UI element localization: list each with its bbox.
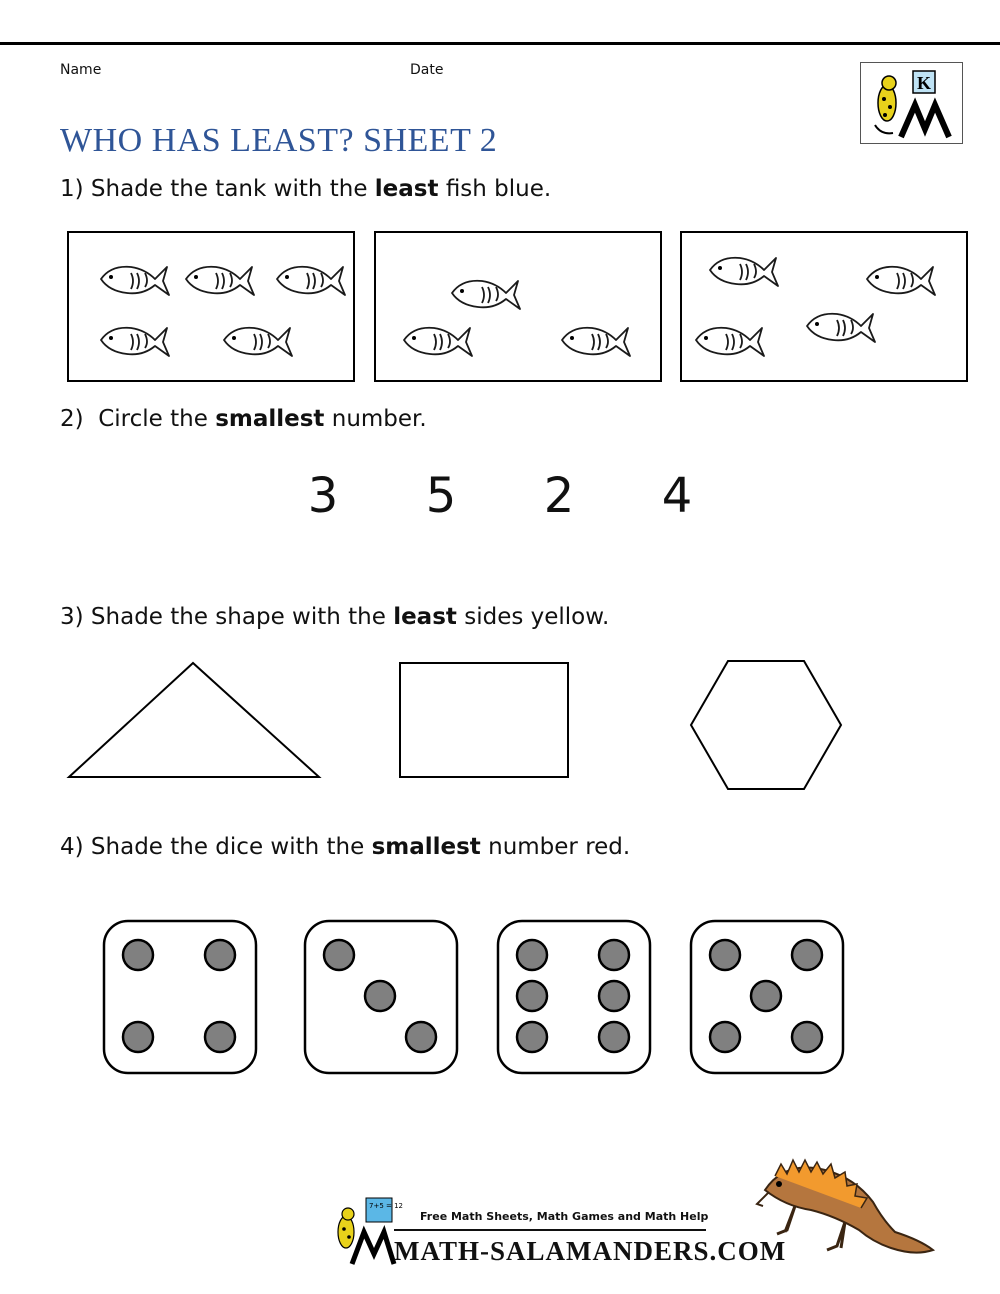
number-option-1[interactable]: 3 xyxy=(307,468,339,524)
fish-icon xyxy=(186,267,254,295)
die-pip xyxy=(123,1022,153,1052)
die-pip xyxy=(406,1022,436,1052)
shapes-row xyxy=(60,655,860,795)
fish-icon xyxy=(807,314,875,342)
die-pip xyxy=(751,981,781,1011)
die-pip xyxy=(710,940,740,970)
footer-tagline: Free Math Sheets, Math Games and Math Help xyxy=(420,1210,709,1223)
die-pip xyxy=(205,940,235,970)
footer-logo-icon xyxy=(326,1196,403,1268)
fish-icon xyxy=(277,267,345,295)
question-1: 1) Shade the tank with the least fish blue. xyxy=(60,176,552,202)
header-logo xyxy=(860,62,963,144)
footer-site-link[interactable]: MATH-SALAMANDERS.COM xyxy=(394,1236,787,1266)
question-2: 2) Circle the smallest number. xyxy=(60,406,427,432)
die-1[interactable] xyxy=(100,917,260,1077)
die-pip xyxy=(599,940,629,970)
fish-icon xyxy=(696,328,764,356)
die-4[interactable] xyxy=(687,917,847,1077)
die-pip xyxy=(205,1022,235,1052)
date-label: Date xyxy=(410,62,444,78)
number-option-4[interactable]: 4 xyxy=(661,468,693,524)
fish-icon xyxy=(404,328,472,356)
fish-icon xyxy=(224,328,292,356)
die-pip xyxy=(365,981,395,1011)
top-rule xyxy=(0,42,1000,45)
footer-rule xyxy=(394,1229,706,1231)
question-4: 4) Shade the dice with the smallest number red. xyxy=(60,834,631,860)
salamander-illustration xyxy=(755,1150,940,1260)
fish-tank-3[interactable] xyxy=(680,231,968,382)
fish-tank-1[interactable] xyxy=(67,231,355,382)
die-pip xyxy=(517,981,547,1011)
die-pip xyxy=(792,940,822,970)
die-pip xyxy=(517,1022,547,1052)
fish-icon xyxy=(867,267,935,295)
fish-icon xyxy=(101,328,169,356)
rectangle-shape[interactable] xyxy=(400,663,568,777)
die-pip xyxy=(324,940,354,970)
hexagon-shape[interactable] xyxy=(691,661,841,789)
die-3[interactable] xyxy=(494,917,654,1077)
die-pip xyxy=(599,1022,629,1052)
name-label: Name xyxy=(60,62,102,78)
logo-letter: K xyxy=(917,73,932,93)
footer-badge-text: 7+5 = 12 xyxy=(369,1202,403,1210)
triangle-shape[interactable] xyxy=(69,663,319,777)
number-option-3[interactable]: 2 xyxy=(543,468,575,524)
fish-icon xyxy=(101,267,169,295)
fish-icon xyxy=(562,328,630,356)
die-pip xyxy=(792,1022,822,1052)
fish-icon xyxy=(452,281,520,309)
question-3: 3) Shade the shape with the least sides yellow. xyxy=(60,604,610,630)
die-pip xyxy=(123,940,153,970)
worksheet-title: WHO HAS LEAST? SHEET 2 xyxy=(60,122,498,159)
die-pip xyxy=(599,981,629,1011)
fish-tank-2[interactable] xyxy=(374,231,662,382)
fish-icon xyxy=(710,258,778,286)
die-pip xyxy=(517,940,547,970)
die-2[interactable] xyxy=(301,917,461,1077)
number-option-2[interactable]: 5 xyxy=(425,468,457,524)
die-pip xyxy=(710,1022,740,1052)
